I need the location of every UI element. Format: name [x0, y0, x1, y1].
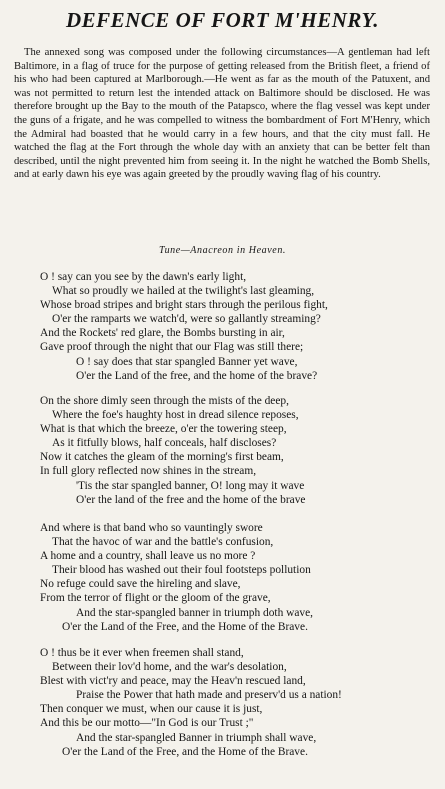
verse-line: And this be our motto—"In God is our Trust ;" [40, 717, 254, 730]
verse-line: And where is that band who so vauntingly swore [40, 522, 263, 534]
verse-line: Gave proof through the night that our Flag was still there; [40, 341, 304, 354]
verse-line: O ! thus be it ever when freemen shall stand, [40, 647, 244, 659]
tune-caption: Tune—Anacreon in Heaven. [158, 245, 287, 256]
chorus-line: O'er the Land of the Free, and the Home of the Brave. [62, 745, 308, 758]
verse-line: That the havoc of war and the battle's confusion, [52, 536, 274, 549]
verse-line: Whose broad stripes and bright stars through the perilous fight, [40, 299, 328, 312]
verse-line: Their blood has washed out their foul footsteps pollution [52, 564, 311, 577]
verse-line: No refuge could save the hireling and slave, [40, 578, 241, 591]
chorus-line: O ! say does that star spangled Banner yet wave, [76, 355, 298, 368]
verse-line: O ! say can you see by the dawn's early light, [40, 271, 247, 283]
chorus-line: O'er the land of the free and the home of the brave [76, 493, 306, 506]
verse-line: In full glory reflected now shines in the stream, [40, 465, 257, 478]
chorus-line: 'Tis the star spangled banner, O! long may it wave [76, 479, 305, 492]
page-title: DEFENCE OF FORT M'HENRY. [65, 8, 380, 32]
verse-line: Where the foe's haughty host in dread silence reposes, [52, 409, 299, 422]
verse-line: Blest with vict'ry and peace, may the Heav'n rescued land, [40, 675, 306, 688]
verse-line: From the terror of flight or the gloom of the grave, [40, 592, 271, 605]
intro-paragraph: The annexed song was composed under the following circumstances—A gentleman had left Baltimore, in a flag of truce for the purpose of getting released from the British fleet, a friend of his who had been captured at Marlborough.—He went as far as the mouth of the Patuxent, and was not permitted to return lest the intended attack on Baltimore should be disclosed. He was therefore brought up the Bay to the mouth of the Patapsco, where the flag vessel was kept under the guns of a frigate, and he was compelled to witness the bombardment of Fort M'Henry, which the Admiral had boasted that he would carry in a few hours, and that the city must fall. He watched the flag at the Fort through the whole day with an anxiety that can be better felt than described, until the night prevented him from seeing it. In the night he watched the Bomb Shells, and at early dawn his eye was again greeted by the proudly waving flag of his country. [14, 47, 430, 181]
stanza-4 [40, 646, 435, 759]
verse-line: Praise the Power that hath made and preserv'd us a nation! [76, 689, 342, 702]
verse-line: Now it catches the gleam of the morning's first beam, [40, 451, 284, 464]
verse-line: As it fitfully blows, half conceals, half discloses? [52, 437, 277, 450]
verse-line: What is that which the breeze, o'er the towering steep, [40, 423, 287, 436]
chorus-line: O'er the Land of the free, and the home of the brave? [76, 369, 318, 382]
chorus-line: And the star-spangled banner in triumph doth wave, [76, 606, 314, 619]
stanza-1 [40, 270, 435, 383]
chorus-line: And the star-spangled Banner in triumph shall wave, [76, 731, 317, 744]
stanza-3 [40, 521, 435, 634]
chorus-line: O'er the Land of the Free, and the Home of the Brave. [62, 620, 308, 633]
stanza-2 [40, 394, 435, 507]
verse-line: On the shore dimly seen through the mists of the deep, [40, 395, 289, 407]
verse-line: What so proudly we hailed at the twilight's last gleaming, [52, 285, 315, 298]
verse-line: A home and a country, shall leave us no more ? [40, 550, 256, 563]
verse-line: And the Rockets' red glare, the Bombs bursting in air, [40, 327, 285, 340]
verse-line: Then conquer we must, when our cause it is just, [40, 703, 263, 716]
verse-line: Between their lov'd home, and the war's desolation, [52, 661, 287, 674]
verse-line: O'er the ramparts we watch'd, were so gallantly streaming? [52, 313, 321, 326]
